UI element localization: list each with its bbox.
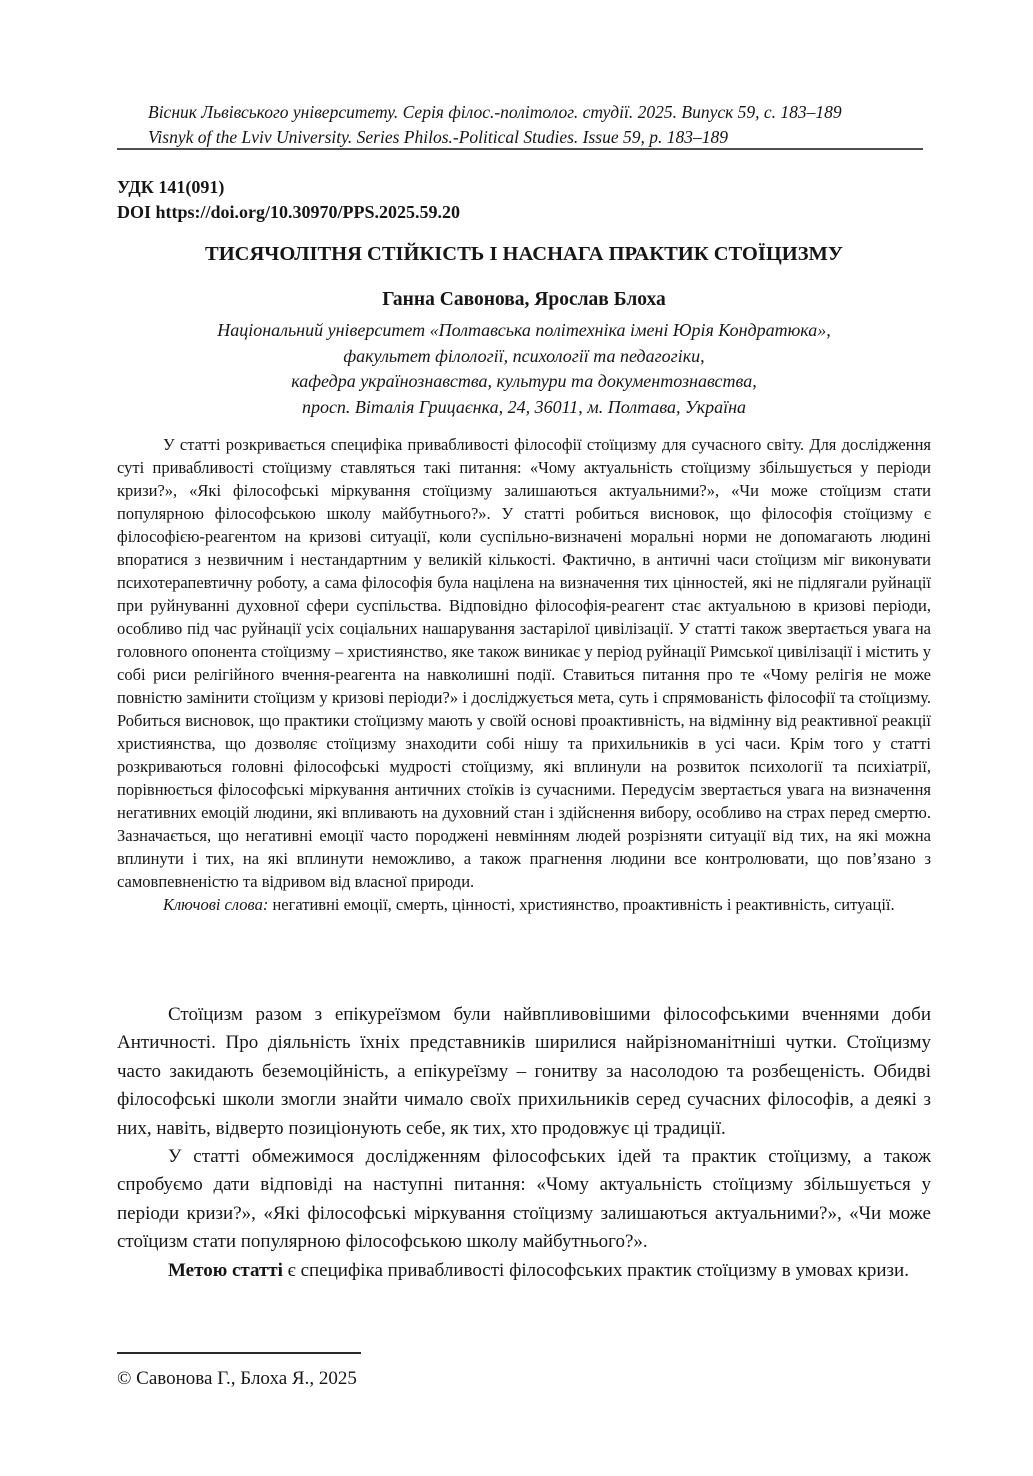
goal-lead-bold: Метою статті [168,1259,283,1281]
article-title: ТИСЯЧОЛІТНЯ СТІЙКІСТЬ І НАСНАГА ПРАКТИК СТОЇЦИЗМУ [205,243,843,265]
article-authors: Ганна Савонова, Ярослав Блоха [382,289,666,310]
keywords-paragraph [117,893,931,916]
body-paragraph-2: У статті обмежимося дослідженням філософських ідей та практик стоїцизму, а також спробуємо дати відповіді на наступні питання: «Чому актуальність стоїцизму збільшується у періоди кризи?», «Які філософські міркування стоїцизму залишаються актуальними?», «Чи може стоїцизм стати популярною філософською школу майбутнього?». [117,1146,931,1253]
journal-running-header [117,100,931,150]
affiliation-university: Національний університет «Полтавська політехніка імені Юрія Кондратюка», [217,320,831,340]
keywords-list: негативні емоції, смерть, цінності, християнство, проактивність і реактивність, ситуації. [268,895,895,914]
footnote-divider-rule [117,1352,361,1354]
abstract-section [117,433,931,916]
affiliation-department: кафедра українознавства, культури та документознавства, [291,371,757,391]
authors-affiliation [117,318,931,420]
article-meta [117,175,931,225]
body-paragraph-goal [117,1257,931,1285]
doi-line: DOI https://doi.org/10.30970/PPS.2025.59.20 [117,202,461,222]
keywords-label: Ключові слова: [163,895,269,914]
copyright-line: © Савонова Г., Блоха Я., 2025 [117,1368,357,1389]
body-paragraph-1: Стоїцизм разом з епікуреїзмом були найвпливовішими філософськими вченнями доби Античності. Про діяльність їхніх представників ширилися найрізноманітніші чутки. Стоїцизму часто закидають беземоційність, а епікуреїзму – гонитву за насолодою та розбещеність. Обидві філософські школи змогли знайти чимало своїх прихильників серед сучасних філософів, а деякі з них, навіть, відверто позиціонують себе, як тих, хто продовжує ці традиції. [117,1004,931,1139]
affiliation-faculty: факультет філології, психології та педагогіки, [343,345,705,366]
goal-rest: є специфіка привабливості філософських практик стоїцизму в умовах кризи. [282,1259,909,1281]
abstract-text: У статті розкривається специфіка привабливості філософії стоїцизму для сучасного світу. Для дослідження суті привабливості стоїцизму ставляться такі питання: «Чому актуальність стоїцизму збільшується у періоди кризи?», «Які філософські міркування стоїцизму залишаються актуальними?», «Чи може стоїцизм стати популярною філософською школу майбутнього?». У статті робиться висновок, що філософія стоїцизму є філософією-реагентом на кризові ситуації, коли суспільно-визначені моральні норми не допомагають людині впоратися з незвичним і нестандартним у великій кількості. Фактично, в античні часи стоїцизм міг виконувати психотерапевтичну роботу, а сама філософія була націлена на визначення тих цінностей, які не підлягали руйнації при руйнуванні духовної сфери суспільства. Відповідно філософія-реагент стає актуальною в кризові періоди, особливо під час руйнації усіх соціальних нашарування застарілої цивілізації. У статті також звертається увага на головного опонента стоїцизму – християнство, яке також виникає у період руйнації Римської цивілізації і містить у собі риси релігійного вчення-реагента на навколишні події. Ставиться питання про те «Чому релігія не може повністю замінити стоїцизм у кризові періоди?» і досліджується мета, суть і спрямованість філософії та стоїцизму. Робиться висновок, що практики стоїцизму мають у своїй основі проактивність, на відмінну від реактивної реакції християнства, що дозволяє стоїцизму знаходити собі нішу та прихильників в усі часи. Крім того у статті розкриваються головні філософські мудрості стоїцизму, які вплинули на розвиток психології та психіатрії, порівнюється філософські міркування античних стоїків із сучасними. Передусім звертається увага на визначення негативних емоцій людини, які впливають на духовний стан і здійснення вибору, особливо на страх перед смертю. Зазначається, що негативні емоції часто породжені невмінням людей розрізняти ситуації від тих, на які можна вплинути і тих, на які вплинути неможливо, а також прагнення людини все контролювати, що пов’язано з самовпевненістю та відривом від власної природи. [117,435,931,891]
header-divider-rule [117,148,923,150]
journal-header-line-uk: Вісник Львівського університету. Серія філос.-політолог. студії. 2025. Випуск 59, с. 183–189 [148,102,842,122]
journal-header-line-en: Visnyk of the Lviv University. Series Philos.-Political Studies. Issue 59, p. 183–189 [148,127,729,147]
udc-code: УДК 141(091) [117,177,225,197]
affiliation-address: просп. Віталія Грицаєнка, 24, 36011, м. Полтава, Україна [301,396,747,417]
article-body [117,1001,931,1285]
